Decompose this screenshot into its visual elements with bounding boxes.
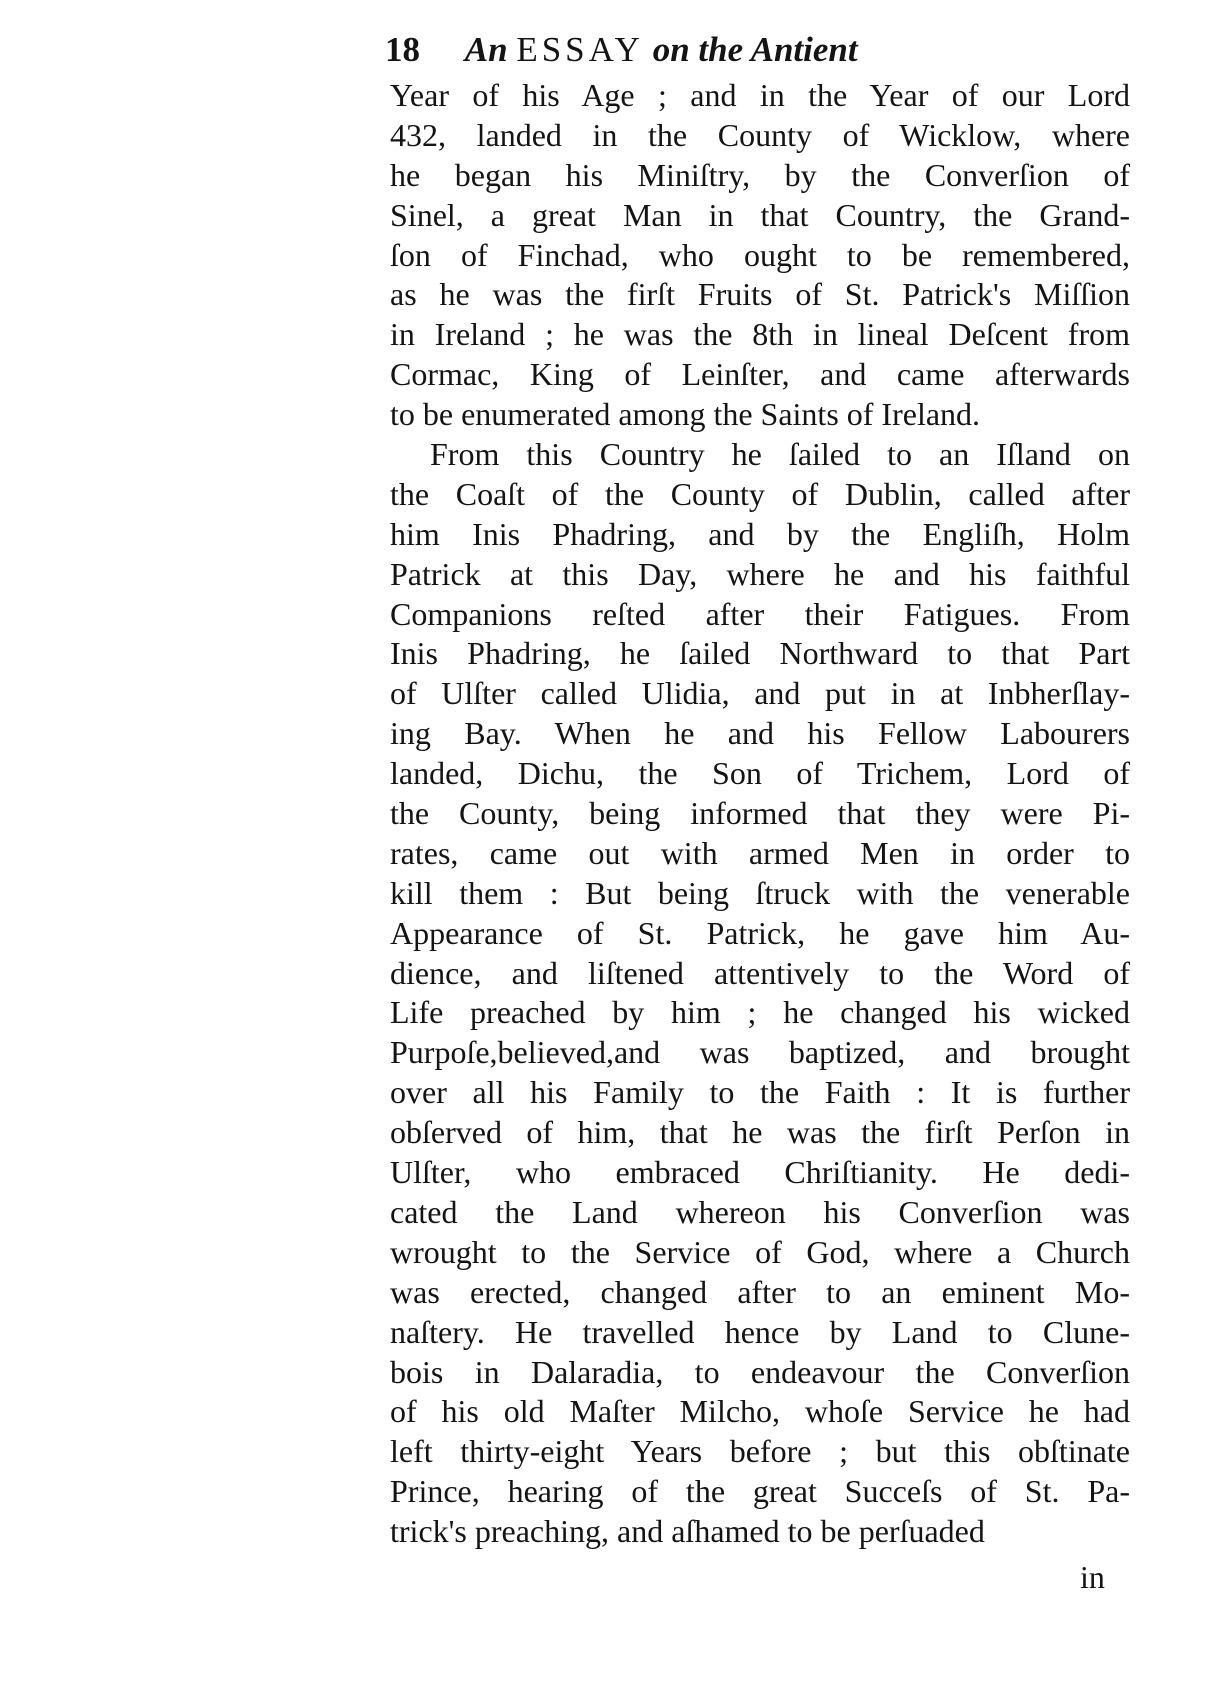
text-line: Patrick at this Day, where he and his faithful xyxy=(390,555,1130,592)
text-line: Sinel, a great Man in that Country, the Grand- xyxy=(390,196,1130,233)
catchword: in xyxy=(1080,1559,1105,1595)
running-title: ESSAY xyxy=(516,30,644,69)
text-line: Appearance of St. Patrick, he gave him Au- xyxy=(390,914,1130,951)
text-line: the County, being informed that they were Pi- xyxy=(390,795,1130,832)
text-line: cated the Land whereon his Converſion was xyxy=(390,1193,1130,1230)
text-line: rates, came out with armed Men in order to xyxy=(390,834,1130,871)
text-line: kill them : But being ſtruck with the venerable xyxy=(390,874,1130,911)
text-line: Year of his Age ; and in the Year of our Lord xyxy=(390,77,1130,113)
text-line: was erected, changed after to an eminent Mo- xyxy=(390,1273,1130,1310)
text-line: as he was the firſt Fruits of St. Patrick's Miſſion xyxy=(390,276,1130,313)
text-line: in Ireland ; he was the 8th in lineal Deſcent from xyxy=(390,316,1130,353)
text-line: obſerved of him, that he was the firſt Perſon in xyxy=(390,1114,1130,1151)
text-line: Inis Phadring, he ſailed Northward to that Part xyxy=(390,635,1130,672)
text-line: Prince, hearing of the great Succeſs of St. Pa- xyxy=(390,1473,1130,1510)
text-line: Ulſter, who embraced Chriſtianity. He dedi- xyxy=(390,1154,1130,1191)
text-line: Life preached by him ; he changed his wicked xyxy=(390,994,1130,1031)
text-line: ſon of Finchad, who ought to be remembered, xyxy=(390,236,1130,273)
text-line: he began his Miniſtry, by the Converſion of xyxy=(390,156,1130,193)
title-suffix: on the Antient xyxy=(652,30,858,69)
running-header xyxy=(385,28,1125,72)
text-line: Cormac, King of Leinſter, and came afterwards xyxy=(390,356,1130,393)
text-line: From this Country he ſailed to an Iſland on xyxy=(430,436,1130,473)
text-line: of his old Maſter Milcho, whoſe Service he had xyxy=(390,1393,1130,1430)
text-line: bois in Dalaradia, to endeavour the Converſion xyxy=(390,1353,1130,1390)
text-line: dience, and liſtened attentively to the Word of xyxy=(390,954,1130,991)
text-line: naſtery. He travelled hence by Land to Clune- xyxy=(390,1313,1130,1350)
text-line: left thirty-eight Years before ; but this obſtinate xyxy=(390,1433,1130,1470)
text-line: ing Bay. When he and his Fellow Labourers xyxy=(390,715,1130,752)
text-line: wrought to the Service of God, where a Church xyxy=(390,1233,1130,1270)
text-line: to be enumerated among the Saints of Ireland. xyxy=(390,396,981,433)
text-line: Purpoſe,believed,and was baptized, and brought xyxy=(390,1034,1130,1071)
text-line: trick's preaching, and aſhamed to be perſuaded xyxy=(390,1513,985,1550)
title-prefix: An xyxy=(464,30,508,69)
text-line: Companions reſted after their Fatigues. From xyxy=(390,595,1130,632)
text-line: him Inis Phadring, and by the Engliſh, Holm xyxy=(390,515,1130,552)
body-text xyxy=(390,76,1130,1552)
page-number: 18 xyxy=(385,30,420,69)
text-line: landed, Dichu, the Son of Trichem, Lord of xyxy=(390,755,1130,792)
text-line: of Ulſter called Ulidia, and put in at Inbherſlay- xyxy=(390,675,1130,712)
text-line: 432, landed in the County of Wicklow, where xyxy=(390,116,1130,153)
text-line: the Coaſt of the County of Dublin, called after xyxy=(390,475,1130,512)
text-line: over all his Family to the Faith : It is further xyxy=(390,1074,1130,1111)
